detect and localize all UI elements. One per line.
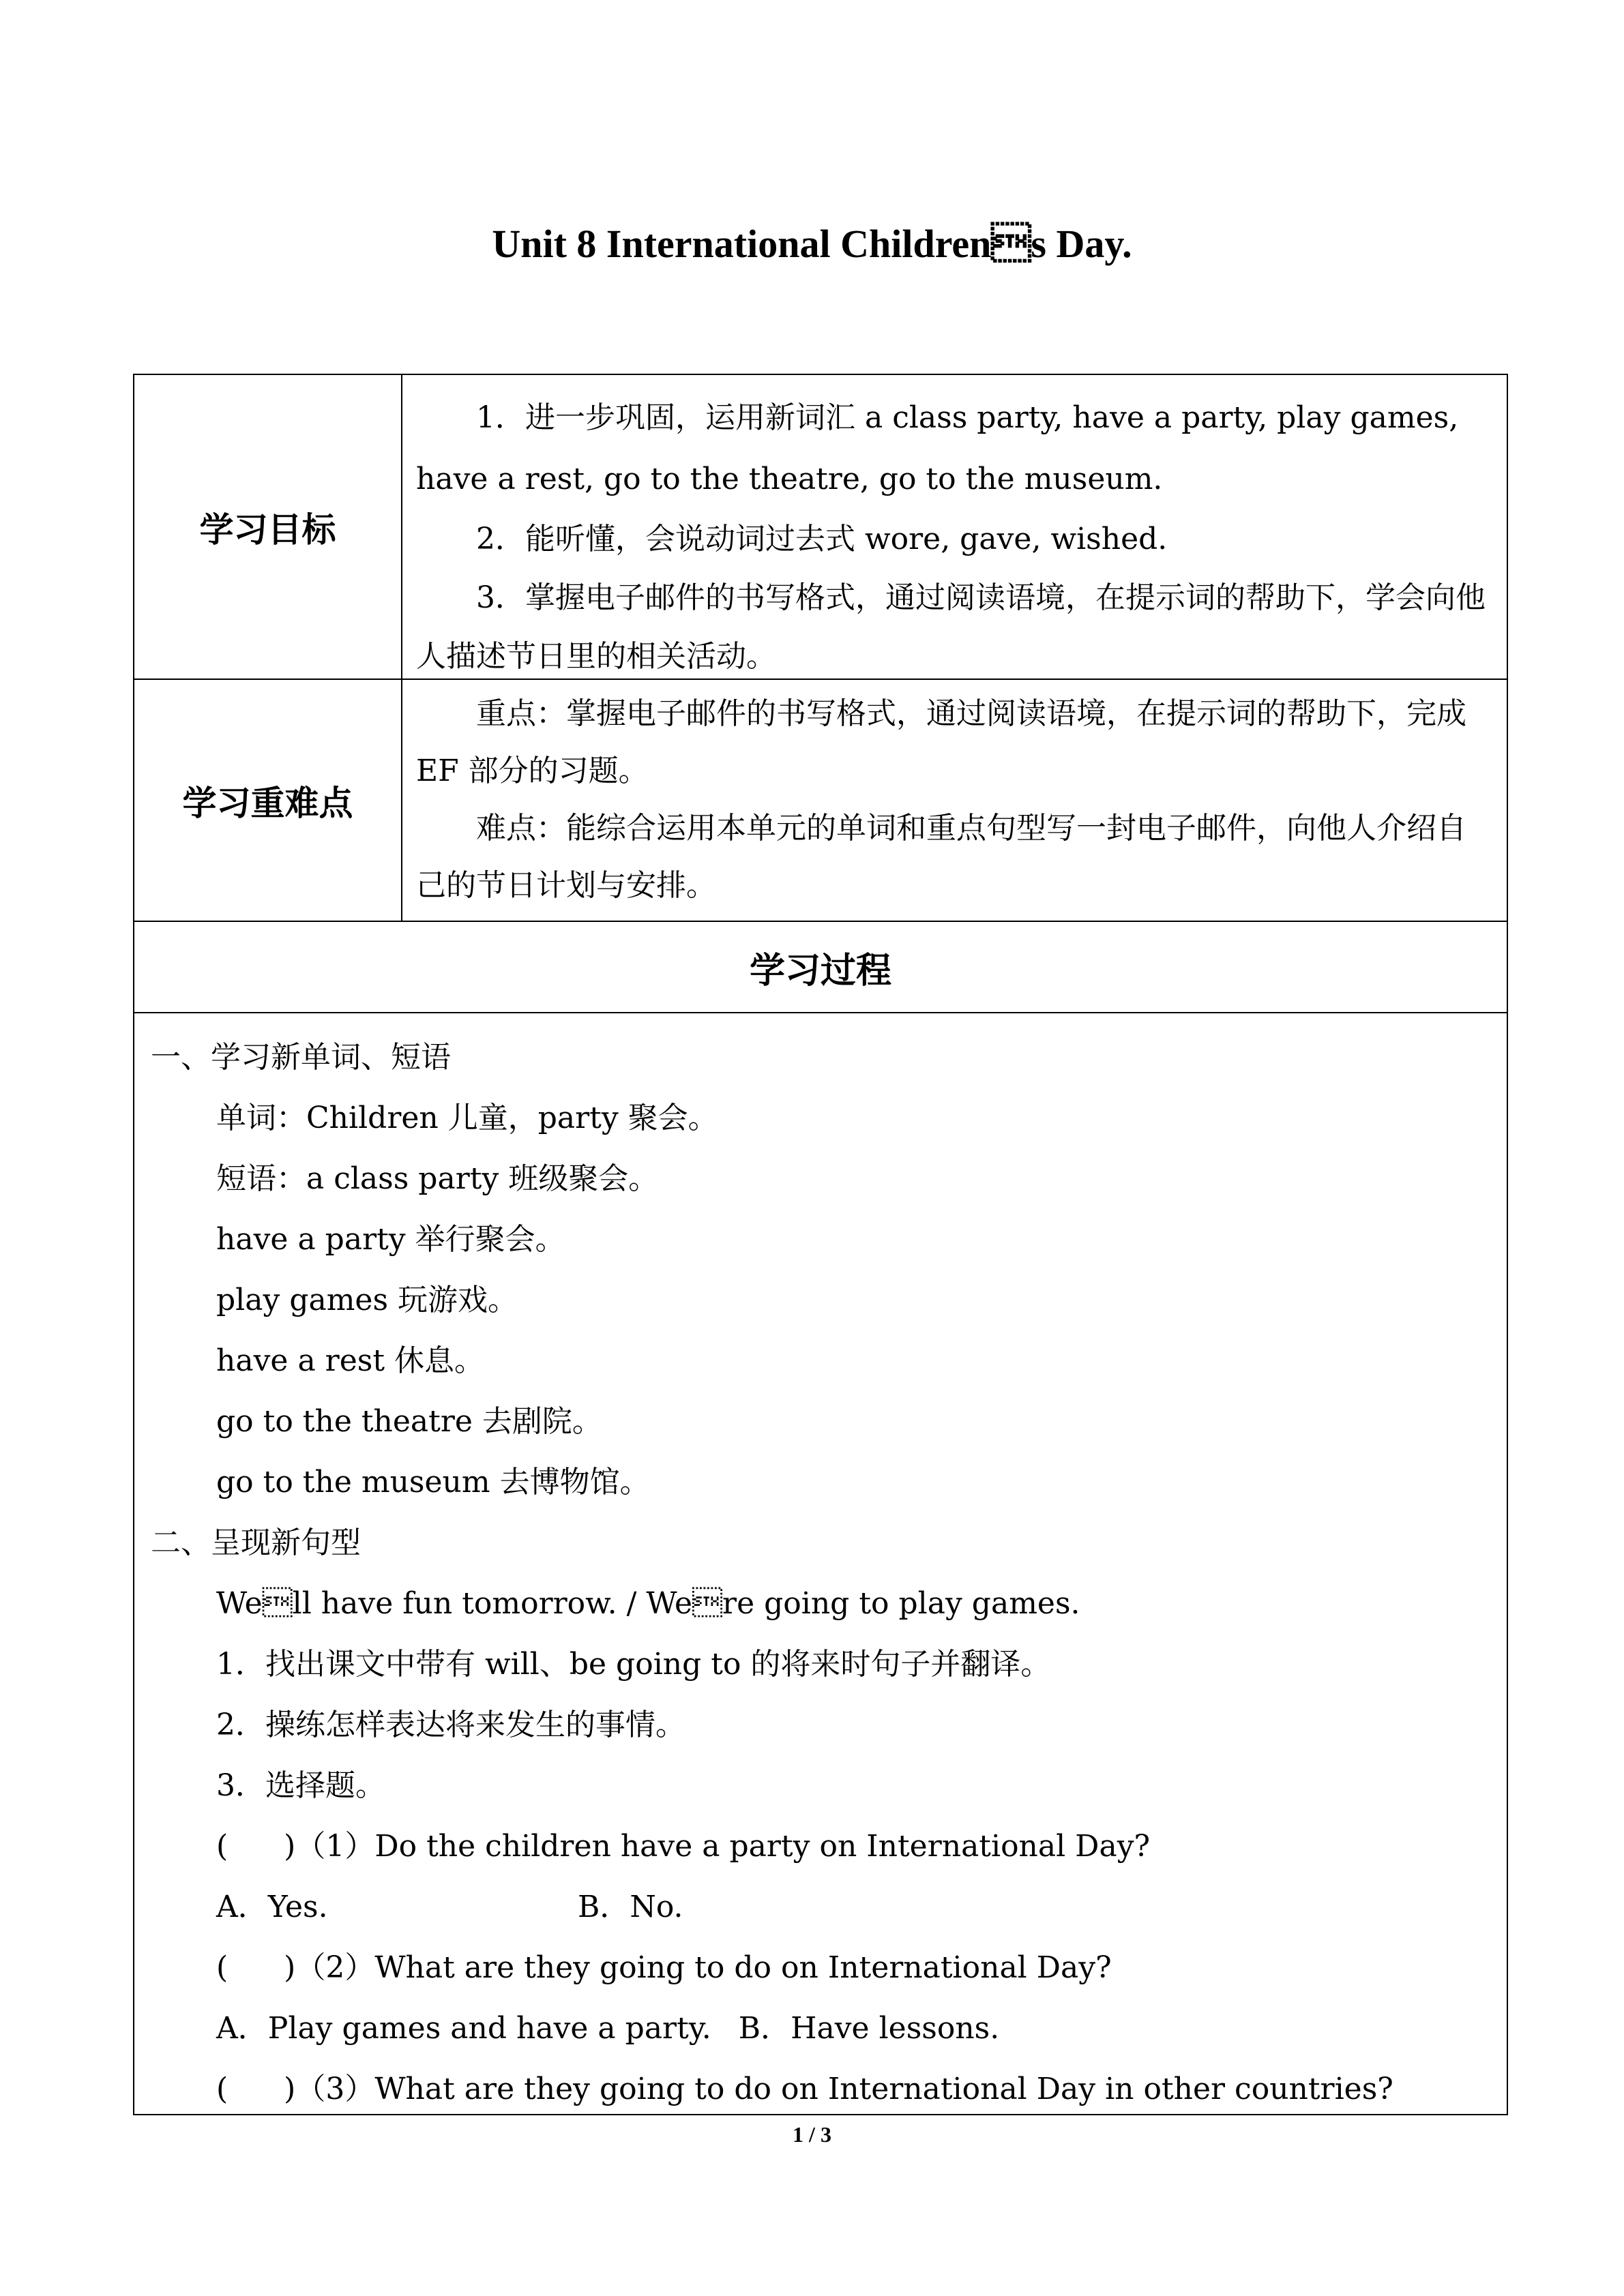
key-points-row [134, 680, 1507, 922]
section2-title: 二、呈现新句型 [151, 1525, 361, 1560]
task-item: 3．选择题。 [216, 1768, 385, 1803]
key-point-item: 难点：能综合运用本单元的单词和重点句型写一封电子邮件，向他人介绍自己的节日计划与安排。 [416, 811, 1466, 903]
document-title: Unit 8 International Childrens Day. [492, 222, 1132, 266]
phrase-item: play games 玩游戏。 [216, 1283, 518, 1317]
objectives-row [134, 375, 1507, 680]
sentence-pattern: Well have fun tomorrow. / Were going to play games. [216, 1586, 1080, 1621]
section1-title: 一、学习新单词、短语 [151, 1040, 451, 1075]
objective-item: 3．掌握电子邮件的书写格式，通过阅读语境，在提示词的帮助下，学会向他人描述节日里的相关活动。 [416, 580, 1486, 674]
answer-bracket-open: ( [216, 1950, 228, 1985]
objective-item: 2．能听懂，会说动词过去式 wore, gave, wished. [476, 522, 1168, 556]
question-1 [151, 1816, 1490, 1877]
question-2-options [151, 1998, 1490, 2059]
key-point-item: 重点：掌握电子邮件的书写格式，通过阅读语境，在提示词的帮助下，完成 EF 部分的习题。 [416, 696, 1466, 788]
task-item: 2．操练怎样表达将来发生的事情。 [216, 1708, 685, 1742]
question-3 [151, 2059, 1490, 2119]
lesson-table [133, 374, 1508, 2115]
answer-bracket-open: ( [216, 1829, 228, 1864]
phrases-line: 短语：a class party 班级聚会。 [216, 1161, 659, 1196]
page-number: 1 / 3 [793, 2122, 831, 2147]
task-item: 1．找出课文中带有 will、be going to 的将来时句子并翻译。 [216, 1647, 1051, 1682]
objectives-label: 学习目标 [134, 375, 402, 679]
answer-bracket-close: ) [284, 1829, 296, 1864]
question-text: （2）What are they going to do on International Day? [295, 1950, 1112, 1985]
option-b: B．No. [578, 1890, 683, 1924]
answer-bracket-open: ( [216, 2072, 228, 2106]
words-line: 单词：Children 儿童，party 聚会。 [216, 1101, 718, 1135]
option-b: B．Have lessons. [738, 2011, 1000, 2046]
phrase-item: go to the theatre 去剧院。 [216, 1404, 602, 1439]
phrase-item: go to the museum 去博物馆。 [216, 1465, 650, 1500]
process-row [134, 1013, 1507, 2114]
key-points-content [402, 680, 1507, 921]
question-1-options [151, 1877, 1490, 1937]
option-a: A．Yes. [216, 1890, 328, 1924]
option-a: A．Play games and have a party. [216, 2011, 711, 2046]
question-text: （3）What are they going to do on International Day in other countries? [295, 2072, 1393, 2106]
process-header: 学习过程 [134, 922, 1507, 1013]
process-content [134, 1013, 1507, 2114]
objective-item: 1．进一步巩固，运用新词汇 a class party, have a party, play games, have a rest, go to the theatre, go to the museum. [416, 400, 1459, 496]
objectives-content [402, 375, 1507, 679]
answer-bracket-close: ) [284, 1950, 296, 1985]
phrase-item: have a party 举行聚会。 [216, 1222, 565, 1257]
question-2 [151, 1937, 1490, 1998]
key-points-label: 学习重难点 [134, 680, 402, 921]
answer-bracket-close: ) [284, 2072, 296, 2106]
phrase-item: have a rest 休息。 [216, 1343, 484, 1378]
question-text: （1）Do the children have a party on International Day? [295, 1829, 1151, 1864]
